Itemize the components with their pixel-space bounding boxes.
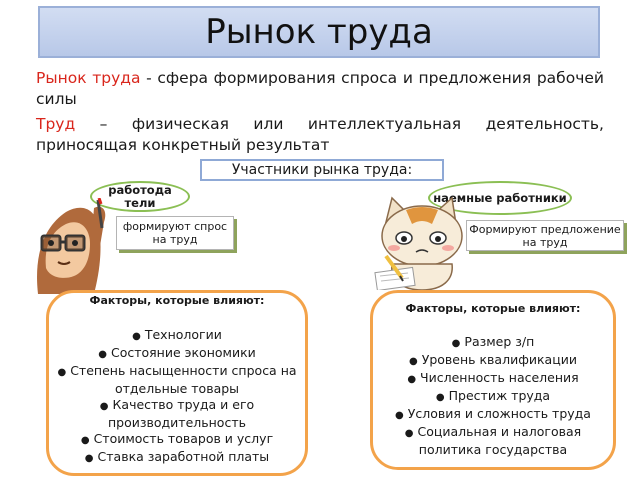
factor-text: Стоимость товаров и услуг	[93, 431, 274, 446]
list-item	[379, 388, 607, 406]
definition-text: – физическая или интеллектуальная деятельность, приносящая конкретный результат	[36, 115, 604, 154]
factor-text: Уровень квалификации	[421, 352, 577, 367]
definition-term: Рынок труда	[36, 69, 141, 87]
bullet-icon: ●	[132, 331, 141, 342]
workers-role-text: Формируют предложение на труд	[469, 222, 621, 249]
list-item	[379, 370, 607, 388]
factors-heading: Факторы, которые влияют:	[89, 294, 265, 307]
factor-text: Численность населения	[420, 370, 579, 385]
bullet-icon: ●	[98, 349, 107, 360]
list-item	[379, 424, 607, 458]
bullet-icon: ●	[99, 401, 109, 412]
list-item	[55, 449, 299, 467]
factor-text: Условия и сложность труда	[407, 406, 591, 421]
page-title: Рынок труда	[205, 12, 433, 52]
bullet-icon: ●	[407, 374, 417, 385]
factor-text: Качество труда и его производительность	[108, 397, 255, 430]
bullet-icon: ●	[80, 435, 90, 446]
employers-role	[116, 216, 234, 250]
list-item	[379, 352, 607, 370]
bullet-icon: ●	[395, 410, 404, 421]
factors-heading: Факторы, которые влияют:	[405, 302, 581, 315]
factor-text: Социальная и налоговая политика государства	[417, 424, 582, 457]
definition-term: Труд	[36, 115, 76, 133]
workers-role	[466, 220, 624, 251]
bullet-icon: ●	[435, 392, 445, 403]
workers-label: наемные работники	[433, 190, 567, 205]
factor-text: Степень насыщенности спроса на отдельные товары	[70, 363, 297, 396]
definition-labor-market	[36, 68, 604, 110]
list-item	[55, 431, 299, 449]
factor-text: Технологии	[144, 327, 222, 342]
cat-icon	[372, 196, 470, 290]
bullet-icon: ●	[409, 356, 418, 367]
employers-role-text: формируют спрос на труд	[122, 220, 228, 246]
list-item	[379, 406, 607, 424]
factor-text: Ставка заработной платы	[97, 449, 270, 464]
title-banner	[38, 6, 600, 58]
bullet-icon: ●	[451, 338, 461, 349]
list-item	[379, 334, 607, 352]
factors-list	[49, 327, 305, 467]
factor-text: Состояние экономики	[110, 345, 256, 360]
list-item	[55, 397, 299, 431]
list-item	[55, 327, 299, 345]
factors-list	[373, 334, 613, 458]
definition-labor	[36, 114, 604, 156]
definition-text: - сфера формирования спроса и предложения рабочей силы	[36, 69, 604, 108]
worker-factors-box	[370, 290, 616, 470]
bullet-icon: ●	[57, 367, 67, 378]
factor-text: Престиж труда	[448, 388, 551, 403]
employers-label: работода тели	[108, 182, 172, 210]
list-item	[55, 345, 299, 363]
factor-text: Размер з/п	[464, 334, 535, 349]
sloth-icon	[28, 198, 114, 294]
participants-text: Участники рынка труда:	[231, 162, 413, 178]
bullet-icon: ●	[84, 453, 94, 464]
participants-label	[200, 159, 444, 181]
employer-factors-box	[46, 290, 308, 476]
list-item	[55, 363, 299, 397]
bullet-icon: ●	[404, 428, 414, 439]
